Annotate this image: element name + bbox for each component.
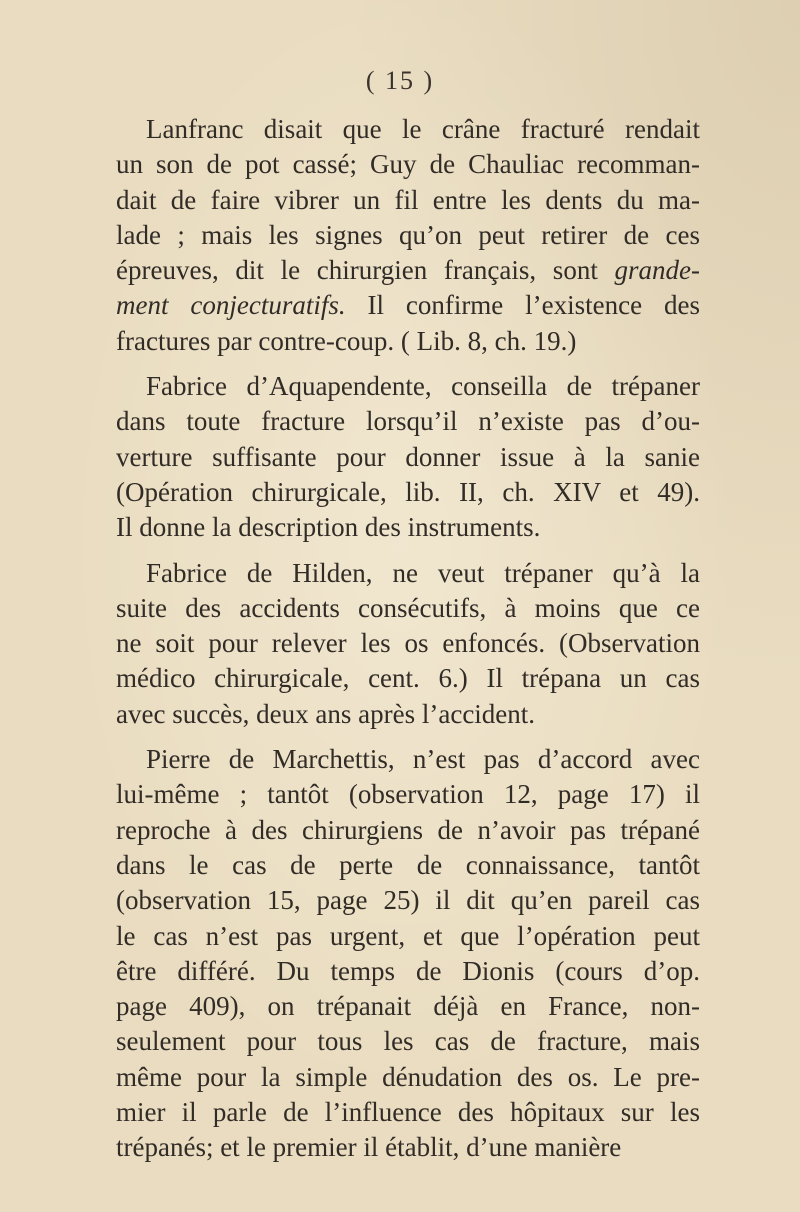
text-segment: (observation 15, page 25) il dit qu’en pareil cas — [116, 885, 700, 916]
text-line — [116, 369, 700, 404]
text-segment: lui-même ; tantôt (observation 12, page 17) il — [116, 779, 700, 810]
italic-text: ment conjecturatifs. — [116, 290, 346, 321]
text-line — [116, 989, 700, 1024]
text-segment: avec succès, deux ans après l’accident. — [116, 698, 536, 729]
text-segment: dait de faire vibrer un fil entre les dents du ma- — [116, 184, 700, 215]
text-line — [116, 626, 700, 661]
text-line — [116, 253, 700, 288]
text-line — [116, 1060, 700, 1095]
text-segment: un son de pot cassé; Guy de Chauliac recomman- — [116, 149, 700, 180]
text-line — [116, 883, 700, 918]
italic-text: grande- — [614, 255, 700, 286]
text-line — [116, 218, 700, 253]
text-line — [116, 919, 700, 954]
text-line — [116, 183, 700, 218]
paragraph — [116, 369, 700, 545]
text-segment: même pour la simple dénudation des os. Le pre- — [116, 1061, 700, 1092]
page-number: ( 15 ) — [365, 66, 435, 95]
text-line — [116, 954, 700, 989]
text-segment: trépanés; et le premier il établit, d’une manière — [116, 1132, 622, 1163]
text-line — [116, 556, 700, 591]
text-segment: être différé. Du temps de Dionis (cours d’op. — [116, 955, 700, 986]
text-segment: verture suffisante pour donner issue à la sanie — [116, 441, 700, 472]
text-segment: suite des accidents consécutifs, à moins que ce — [116, 592, 700, 623]
text-line — [116, 147, 700, 182]
text-segment: Il donne la description des instruments. — [116, 512, 541, 543]
text-segment: Pierre de Marchettis, n’est pas d’accord avec — [146, 744, 700, 775]
text-segment: le cas n’est pas urgent, et que l’opération peut — [116, 920, 700, 951]
text-segment: page 409), on trépanait déjà en France, non- — [116, 991, 700, 1022]
text-segment: épreuves, dit le chirurgien français, sont — [116, 255, 615, 286]
text-line — [116, 404, 700, 439]
text-line — [116, 1130, 700, 1165]
text-line — [116, 510, 700, 545]
text-line — [116, 813, 700, 848]
text-line — [116, 697, 700, 732]
text-segment: reproche à des chirurgiens de n’avoir pas trépané — [116, 814, 700, 845]
text-line — [116, 1024, 700, 1059]
text-line — [116, 777, 700, 812]
text-segment: Lanfranc disait que le crâne fracturé rendait — [146, 114, 700, 144]
text-line — [116, 848, 700, 883]
text-line — [116, 475, 700, 510]
body-text — [116, 112, 700, 1166]
text-line — [116, 591, 700, 626]
text-segment: médico chirurgicale, cent. 6.) Il trépana un cas — [116, 663, 700, 694]
text-line — [116, 1095, 700, 1130]
text-line — [116, 324, 700, 359]
text-segment: dans le cas de perte de connaissance, tantôt — [116, 849, 700, 880]
text-segment: dans toute fracture lorsqu’il n’existe pas d’ou- — [116, 406, 700, 437]
text-segment: (Opération chirurgicale, lib. II, ch. XIV et 49). — [116, 476, 700, 507]
text-line — [116, 661, 700, 696]
text-line — [116, 440, 700, 475]
text-segment: Fabrice d’Aquapendente, conseilla de trépaner — [146, 371, 700, 402]
text-line — [116, 742, 700, 777]
text-segment: seulement pour tous les cas de fracture, mais — [116, 1026, 700, 1057]
text-line — [116, 112, 700, 147]
paragraph — [116, 742, 700, 1166]
text-segment: Fabrice de Hilden, ne veut trépaner qu’à la — [146, 557, 700, 588]
paragraph — [116, 112, 700, 359]
text-segment: ne soit pour relever les os enfoncés. (Observation — [116, 628, 700, 659]
text-segment: Il confirme l’existence des — [345, 290, 700, 321]
text-segment: mier il parle de l’influence des hôpitaux sur les — [116, 1097, 700, 1128]
text-segment: fractures par contre-coup. ( Lib. 8, ch. 19.) — [116, 325, 577, 356]
paragraph — [116, 556, 700, 732]
text-segment: lade ; mais les signes qu’on peut retirer de ces — [116, 219, 700, 250]
text-line — [116, 288, 700, 323]
